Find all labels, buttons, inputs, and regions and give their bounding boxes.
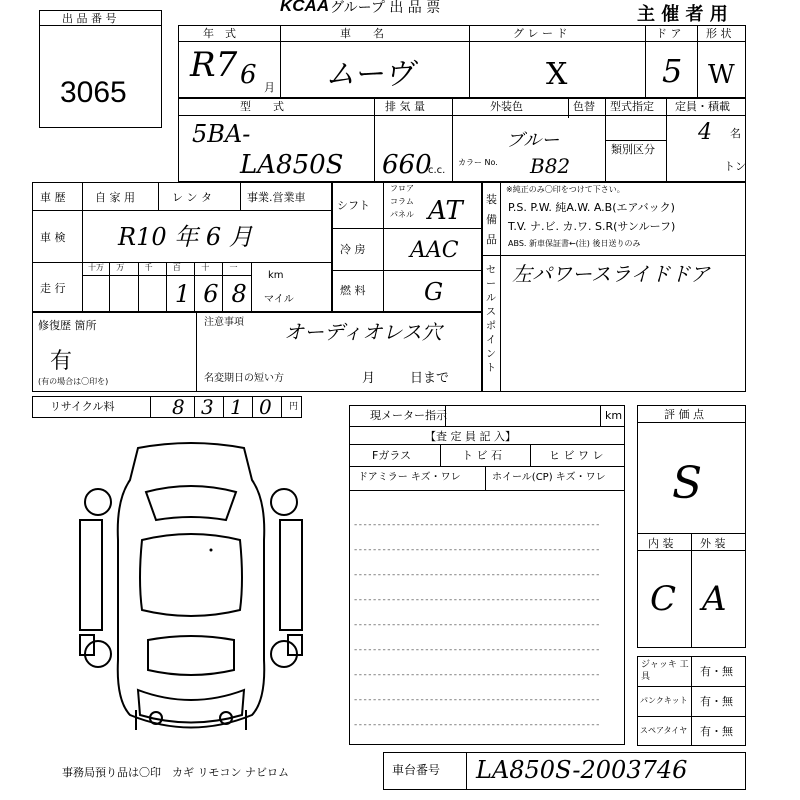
capacity-label: 定員・積載	[675, 100, 730, 113]
shape-value: W	[708, 60, 735, 90]
inspection-label: 車 検	[40, 231, 66, 244]
mileage-unit-label: 十	[201, 263, 210, 272]
year-label: 年 式	[203, 27, 236, 40]
recycle-digit: 3	[201, 395, 214, 419]
mileage-digit: 6	[203, 280, 219, 308]
mileage-unit-label: 十万	[88, 263, 104, 272]
meter-dash-row: ----------------------------------------------------	[354, 595, 601, 605]
meter-dash-row: ----------------------------------------------------	[354, 720, 601, 730]
mile-label: マイル	[264, 294, 294, 305]
expiry-label: 名変期日の短い方	[204, 373, 284, 384]
recycle-unit: 円	[289, 402, 299, 412]
fuel-label: 燃 料	[340, 284, 366, 297]
persons-unit: 名	[730, 127, 741, 140]
rental-use: レ ン タ	[172, 191, 212, 204]
color-value: ブルー	[506, 130, 560, 151]
recycle-cell-divider	[281, 396, 282, 418]
shape-label: 形 状	[706, 27, 732, 40]
grade-value: X	[546, 57, 568, 92]
brand-logo: KCAA	[280, 0, 330, 15]
exterior-label: 外 装	[700, 537, 726, 550]
sales-point-value: 左パワースライドドア	[512, 262, 710, 286]
mileage-label: 走 行	[40, 282, 66, 295]
color-change-label: 色替	[573, 100, 595, 113]
model-designation-label: 型式指定	[610, 100, 654, 113]
exterior-color-label: 外装色	[490, 100, 523, 113]
repair-label: 修復歴 箇所	[38, 319, 97, 332]
lot-number: 3065	[60, 76, 127, 109]
shift-value: AT	[428, 196, 463, 226]
equipment-line3: ABS. 新車保証書←(注) 後日送りのみ	[508, 239, 641, 248]
stone-label: ト ビ 石	[462, 449, 502, 462]
office-note: 事務局預り品は〇印 カギ リモコン ナビロム	[62, 766, 289, 779]
doors-value: 5	[662, 52, 683, 90]
km-label: km	[268, 270, 284, 281]
month-value: 6	[240, 60, 257, 90]
sales-point-label: セールスポイント	[486, 265, 496, 374]
crack-label: ヒ ビ ワ レ	[549, 449, 604, 462]
spare-label: スペアタイヤ	[640, 726, 688, 735]
car-damage-diagram	[76, 440, 306, 740]
meter-dash-row: ----------------------------------------------------	[354, 645, 601, 655]
expiry-day: 日まで	[410, 371, 450, 386]
mileage-cell	[224, 262, 252, 312]
car-name-label: 車 名	[340, 27, 384, 40]
chassis-value: LA850S-2003746	[476, 756, 688, 784]
repair-note: (有の場合は〇印を)	[38, 377, 109, 386]
recycle-digit: 1	[230, 395, 243, 419]
meter-dash-row: ----------------------------------------------------	[354, 695, 601, 705]
recycle-cell-divider	[252, 396, 253, 418]
caution-label: 注意事項	[204, 317, 244, 328]
jack-label: ジャッキ 工具	[641, 660, 689, 682]
expiry-month: 月	[362, 371, 376, 386]
history-label: 車 歴	[40, 191, 66, 204]
interior-label: 内 装	[648, 537, 674, 550]
model-prefix: 5BA-	[192, 120, 251, 148]
spare-choice: 有・無	[700, 725, 733, 738]
shift-panel: パネル	[390, 210, 414, 219]
shift-label: シフト	[337, 199, 370, 212]
mileage-cell	[139, 262, 167, 312]
grade-label: グ レ ー ド	[513, 27, 568, 40]
meter-dash-row: ----------------------------------------------------	[354, 670, 601, 680]
mileage-digit: 1	[174, 280, 191, 308]
month-suffix: 月	[264, 81, 275, 94]
mileage-unit-label: 一	[229, 263, 238, 272]
cc-unit: c.c.	[428, 165, 446, 176]
color-code-label: カラー No.	[458, 158, 498, 167]
meter-dash-row: ----------------------------------------------------	[354, 545, 601, 555]
meter-dash-row: ----------------------------------------------------	[354, 570, 601, 580]
mileage-cell	[82, 262, 110, 312]
doors-label: ド ア	[656, 27, 682, 40]
shift-column: コラム	[390, 197, 414, 206]
recycle-digit: 0	[259, 395, 272, 419]
equipment-line2: T.V. ナ.ビ. カ.ワ. S.R(サンルーフ)	[508, 220, 676, 233]
inspection-value: R10 年 6 月	[118, 223, 253, 251]
rating-value: S	[672, 458, 703, 509]
recycle-cell-divider	[194, 396, 195, 418]
equipment-line1: P.S. P.W. 純A.W. A.B(エアバック)	[508, 201, 675, 214]
ac-label: 冷 房	[340, 243, 366, 256]
ac-value: AAC	[410, 238, 459, 263]
shift-floor: フロア	[390, 184, 414, 193]
jack-choice: 有・無	[700, 665, 733, 678]
rating-label: 評 価 点	[664, 408, 704, 421]
private-use: 自 家 用	[95, 191, 135, 204]
category-label: 類別区分	[611, 143, 655, 156]
meter-label: 現メーター指示	[370, 409, 447, 422]
car-name-value: ムーヴ	[325, 57, 414, 92]
equipment-label: 装備品	[486, 193, 497, 246]
capacity-value: 4	[698, 120, 712, 145]
mileage-cell	[195, 262, 223, 312]
organizer-label: 主 催 者 用	[637, 4, 728, 25]
meter-dash-row: ----------------------------------------------------	[354, 520, 601, 530]
meter-unit: km	[605, 409, 623, 422]
mileage-cell	[167, 262, 195, 312]
glass-label: Fガラス	[372, 449, 411, 462]
displacement-value: 660	[382, 150, 432, 180]
mileage-unit-label: 万	[116, 263, 125, 272]
caution-value: オーディオレス穴	[284, 320, 442, 344]
equipment-note: ※純正のみ〇印をつけて下さい。	[506, 185, 625, 194]
puncture-label: パンクキット	[640, 696, 688, 705]
recycle-label: リサイクル料	[50, 400, 115, 413]
lot-number-label: 出 品 番 号	[62, 12, 117, 25]
business-use: 事業.営業車	[247, 191, 306, 204]
lot-number-box	[39, 10, 162, 128]
fuel-value: G	[424, 278, 444, 306]
mirror-label: ドアミラー キズ・ワレ	[358, 472, 461, 483]
puncture-choice: 有・無	[700, 695, 733, 708]
recycle-cell-divider	[223, 396, 224, 418]
model-label: 型 式	[240, 100, 284, 113]
meter-dash-row: ----------------------------------------------------	[354, 620, 601, 630]
mileage-unit-label: 千	[144, 263, 153, 272]
mileage-cell	[110, 262, 138, 312]
inspector-title: 【査 定 員 記 入】	[425, 430, 516, 443]
color-code: B82	[530, 154, 571, 178]
exterior-value: A	[702, 579, 727, 619]
form-title: グループ 出 品 票	[330, 0, 441, 16]
recycle-digit: 8	[172, 395, 185, 419]
tons-unit: トン	[724, 160, 746, 173]
mileage-unit-label: 百	[172, 263, 181, 272]
wheel-label: ホイール(CP) キズ・ワレ	[492, 472, 606, 483]
displacement-label: 排 気 量	[385, 100, 425, 113]
year-value: R7	[190, 45, 238, 85]
repair-value: 有	[50, 349, 73, 374]
model-code: LA850S	[240, 150, 344, 180]
mileage-digit: 8	[231, 280, 247, 308]
chassis-label: 車台番号	[392, 763, 441, 777]
interior-value: C	[650, 579, 677, 619]
